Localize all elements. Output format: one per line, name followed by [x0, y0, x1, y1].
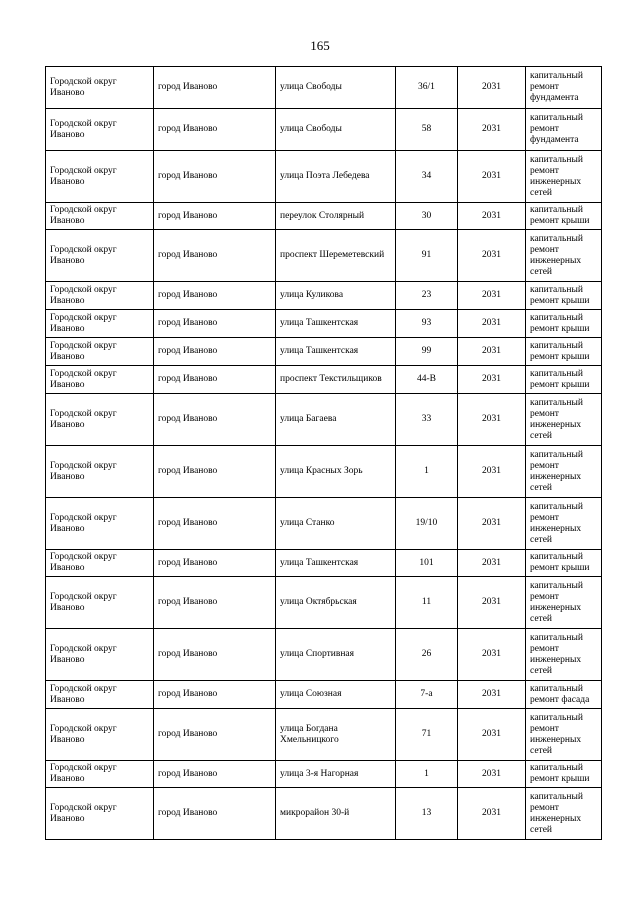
house-number-cell: 19/10 — [396, 498, 458, 550]
table-row — [46, 338, 602, 366]
okrug-cell: Городской округ Иваново — [46, 230, 154, 282]
year-cell: 2031 — [458, 151, 526, 203]
house-number-cell: 34 — [396, 151, 458, 203]
year-cell: 2031 — [458, 681, 526, 709]
house-number-cell: 58 — [396, 109, 458, 151]
city-cell: город Иваново — [154, 366, 276, 394]
table-row — [46, 230, 602, 282]
house-number-cell: 1 — [396, 761, 458, 788]
work-type-cell: капитальный ремонт инженерных сетей — [526, 394, 602, 446]
city-cell: город Иваново — [154, 577, 276, 629]
street-cell: улица Союзная — [276, 681, 396, 709]
work-type-cell: капитальный ремонт фундамента — [526, 67, 602, 109]
street-cell: улица Свободы — [276, 109, 396, 151]
street-cell: улица 3-я Нагорная — [276, 761, 396, 788]
table-row — [46, 446, 602, 498]
house-number-cell: 33 — [396, 394, 458, 446]
table-row — [46, 498, 602, 550]
okrug-cell: Городской округ Иваново — [46, 761, 154, 788]
house-number-cell: 7-а — [396, 681, 458, 709]
street-cell: улица Спортивная — [276, 629, 396, 681]
okrug-cell: Городской округ Иваново — [46, 151, 154, 203]
year-cell: 2031 — [458, 446, 526, 498]
okrug-cell: Городской округ Иваново — [46, 394, 154, 446]
work-type-cell: капитальный ремонт инженерных сетей — [526, 151, 602, 203]
year-cell: 2031 — [458, 67, 526, 109]
page-number: 165 — [310, 38, 330, 53]
okrug-cell: Городской округ Иваново — [46, 629, 154, 681]
work-type-cell: капитальный ремонт инженерных сетей — [526, 498, 602, 550]
street-cell: переулок Столярный — [276, 203, 396, 230]
table-row — [46, 761, 602, 788]
table-row — [46, 109, 602, 151]
house-number-cell: 71 — [396, 709, 458, 761]
city-cell: город Иваново — [154, 282, 276, 310]
year-cell: 2031 — [458, 629, 526, 681]
year-cell: 2031 — [458, 394, 526, 446]
table-row — [46, 709, 602, 761]
year-cell: 2031 — [458, 550, 526, 577]
okrug-cell: Городской округ Иваново — [46, 788, 154, 840]
table-row — [46, 629, 602, 681]
street-cell: микрорайон 30-й — [276, 788, 396, 840]
year-cell: 2031 — [458, 310, 526, 338]
okrug-cell: Городской округ Иваново — [46, 577, 154, 629]
year-cell: 2031 — [458, 338, 526, 366]
city-cell: город Иваново — [154, 550, 276, 577]
city-cell: город Иваново — [154, 109, 276, 151]
table-row — [46, 788, 602, 840]
work-type-cell: капитальный ремонт крыши — [526, 550, 602, 577]
work-type-cell: капитальный ремонт фундамента — [526, 109, 602, 151]
year-cell: 2031 — [458, 203, 526, 230]
city-cell: город Иваново — [154, 230, 276, 282]
street-cell: улица Ташкентская — [276, 338, 396, 366]
table-row — [46, 366, 602, 394]
city-cell: город Иваново — [154, 310, 276, 338]
year-cell: 2031 — [458, 577, 526, 629]
city-cell: город Иваново — [154, 203, 276, 230]
city-cell: город Иваново — [154, 394, 276, 446]
table-row — [46, 310, 602, 338]
house-number-cell: 23 — [396, 282, 458, 310]
okrug-cell: Городской округ Иваново — [46, 550, 154, 577]
table-row — [46, 577, 602, 629]
work-type-cell: капитальный ремонт инженерных сетей — [526, 709, 602, 761]
table-row — [46, 67, 602, 109]
year-cell: 2031 — [458, 230, 526, 282]
okrug-cell: Городской округ Иваново — [46, 709, 154, 761]
work-type-cell: капитальный ремонт инженерных сетей — [526, 629, 602, 681]
street-cell: улица Красных Зорь — [276, 446, 396, 498]
city-cell: город Иваново — [154, 67, 276, 109]
street-cell: улица Станко — [276, 498, 396, 550]
table-row — [46, 151, 602, 203]
work-type-cell: капитальный ремонт инженерных сетей — [526, 788, 602, 840]
city-cell: город Иваново — [154, 761, 276, 788]
city-cell: город Иваново — [154, 788, 276, 840]
house-number-cell: 44-В — [396, 366, 458, 394]
table-row — [46, 681, 602, 709]
house-number-cell: 99 — [396, 338, 458, 366]
work-type-cell: капитальный ремонт крыши — [526, 366, 602, 394]
street-cell: улица Куликова — [276, 282, 396, 310]
year-cell: 2031 — [458, 788, 526, 840]
street-cell: проспект Текстильщиков — [276, 366, 396, 394]
city-cell: город Иваново — [154, 709, 276, 761]
okrug-cell: Городской округ Иваново — [46, 338, 154, 366]
year-cell: 2031 — [458, 761, 526, 788]
work-type-cell: капитальный ремонт крыши — [526, 761, 602, 788]
street-cell: улица Багаева — [276, 394, 396, 446]
year-cell: 2031 — [458, 709, 526, 761]
street-cell: улица Поэта Лебедева — [276, 151, 396, 203]
street-cell: улица Ташкентская — [276, 310, 396, 338]
city-cell: город Иваново — [154, 498, 276, 550]
street-cell: проспект Шереметевский — [276, 230, 396, 282]
city-cell: город Иваново — [154, 338, 276, 366]
work-type-cell: капитальный ремонт крыши — [526, 203, 602, 230]
work-type-cell: капитальный ремонт инженерных сетей — [526, 577, 602, 629]
street-cell: улица Ташкентская — [276, 550, 396, 577]
work-type-cell: капитальный ремонт крыши — [526, 310, 602, 338]
year-cell: 2031 — [458, 498, 526, 550]
table-body — [46, 67, 602, 840]
city-cell: город Иваново — [154, 629, 276, 681]
city-cell: город Иваново — [154, 681, 276, 709]
work-type-cell: капитальный ремонт инженерных сетей — [526, 446, 602, 498]
house-number-cell: 11 — [396, 577, 458, 629]
house-number-cell: 26 — [396, 629, 458, 681]
house-number-cell: 36/1 — [396, 67, 458, 109]
house-number-cell: 101 — [396, 550, 458, 577]
street-cell: улица Октябрьская — [276, 577, 396, 629]
okrug-cell: Городской округ Иваново — [46, 498, 154, 550]
street-cell: улица Богдана Хмельницкого — [276, 709, 396, 761]
work-type-cell: капитальный ремонт крыши — [526, 282, 602, 310]
year-cell: 2031 — [458, 366, 526, 394]
okrug-cell: Городской округ Иваново — [46, 366, 154, 394]
okrug-cell: Городской округ Иваново — [46, 67, 154, 109]
table-row — [46, 282, 602, 310]
year-cell: 2031 — [458, 109, 526, 151]
table-row — [46, 394, 602, 446]
okrug-cell: Городской округ Иваново — [46, 681, 154, 709]
year-cell: 2031 — [458, 282, 526, 310]
work-type-cell: капитальный ремонт фасада — [526, 681, 602, 709]
house-number-cell: 91 — [396, 230, 458, 282]
city-cell: город Иваново — [154, 151, 276, 203]
work-type-cell: капитальный ремонт крыши — [526, 338, 602, 366]
table-row — [46, 550, 602, 577]
table-row — [46, 203, 602, 230]
okrug-cell: Городской округ Иваново — [46, 109, 154, 151]
okrug-cell: Городской округ Иваново — [46, 203, 154, 230]
house-number-cell: 13 — [396, 788, 458, 840]
house-number-cell: 93 — [396, 310, 458, 338]
house-number-cell: 1 — [396, 446, 458, 498]
city-cell: город Иваново — [154, 446, 276, 498]
okrug-cell: Городской округ Иваново — [46, 446, 154, 498]
okrug-cell: Городской округ Иваново — [46, 310, 154, 338]
repair-schedule-table — [45, 66, 602, 840]
work-type-cell: капитальный ремонт инженерных сетей — [526, 230, 602, 282]
okrug-cell: Городской округ Иваново — [46, 282, 154, 310]
street-cell: улица Свободы — [276, 67, 396, 109]
house-number-cell: 30 — [396, 203, 458, 230]
